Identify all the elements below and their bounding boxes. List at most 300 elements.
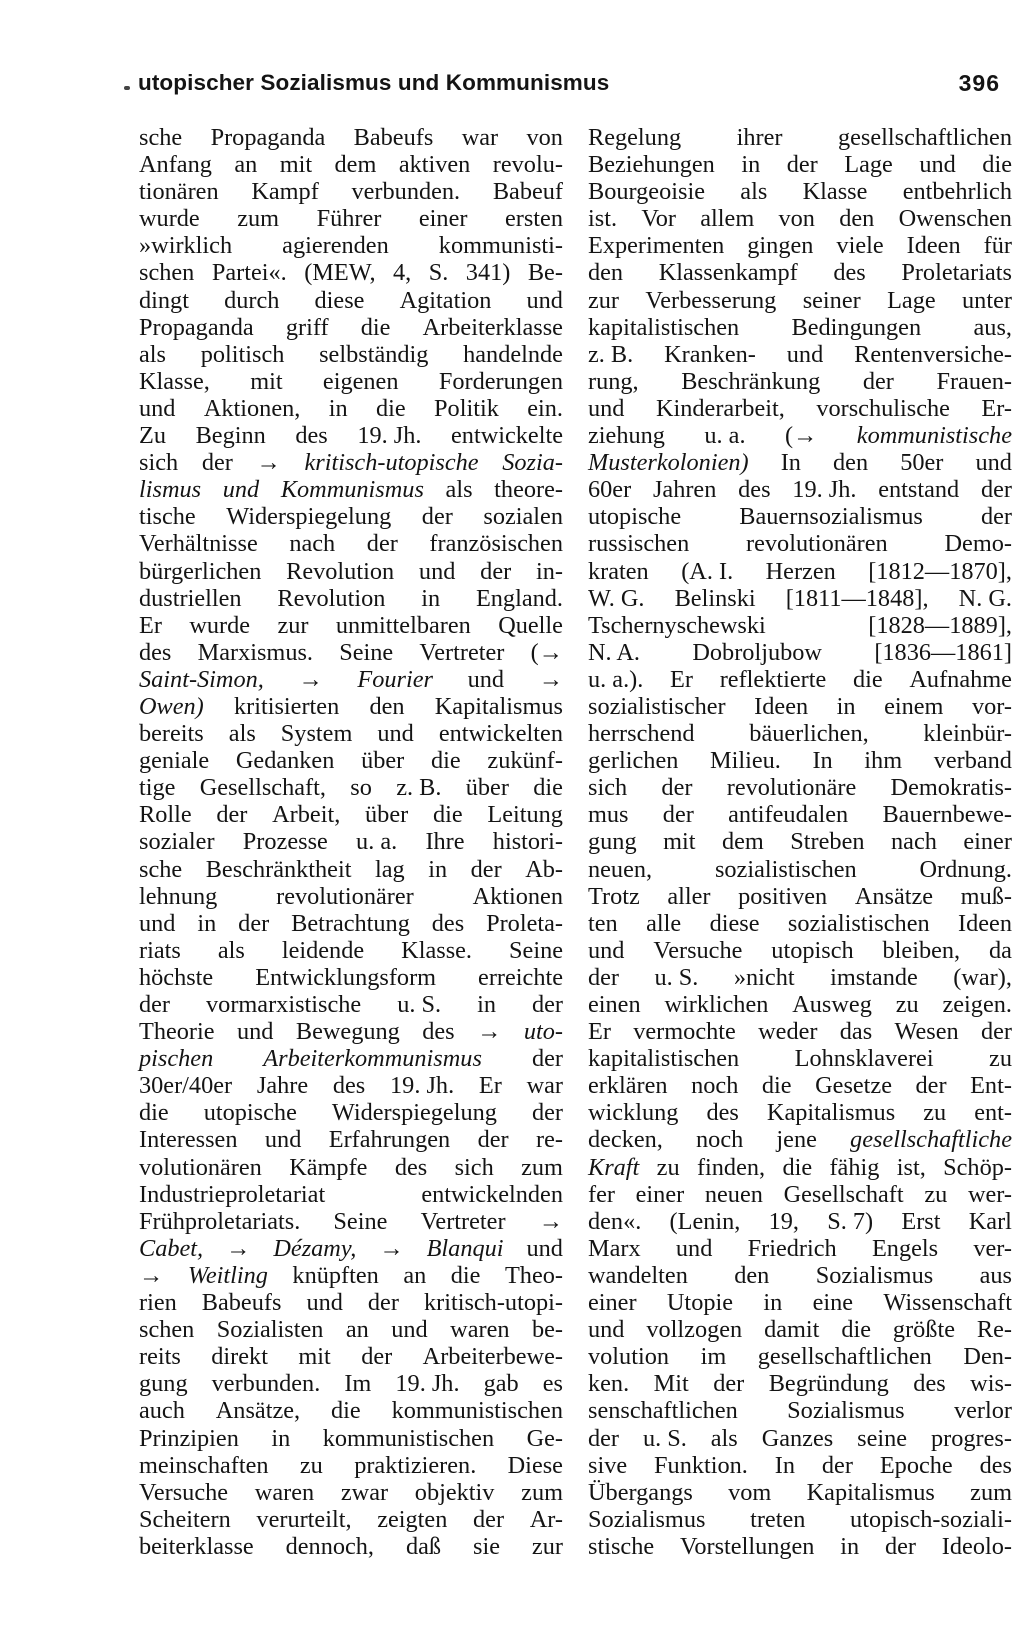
text-line [139, 368, 563, 395]
word: tige [139, 774, 176, 802]
word: Lohnsklaverei [794, 1045, 934, 1073]
word: eigenen [322, 367, 399, 395]
text-line [139, 558, 563, 585]
word: zu [299, 1451, 323, 1479]
word: Experimenten [588, 232, 725, 260]
italic-word: Weitling [187, 1261, 268, 1289]
word: politisch [200, 340, 285, 368]
word: den [839, 205, 875, 233]
word: (→ [784, 422, 818, 450]
word: alle [646, 909, 682, 937]
word: der [862, 367, 894, 395]
word: (A. I. [681, 557, 734, 585]
word: in [763, 1289, 783, 1317]
word: Aktionen [472, 882, 563, 910]
word: neuen [704, 1180, 763, 1208]
word: der [367, 1289, 399, 1317]
word: vormarxistische [206, 991, 362, 1018]
word: damit [764, 1316, 820, 1344]
word: rien [139, 1289, 177, 1317]
word: W. G. [588, 584, 645, 612]
text-line [588, 1181, 1012, 1208]
text-line [139, 693, 563, 720]
word: und [237, 1018, 274, 1046]
word: stische [588, 1532, 655, 1560]
text-line [588, 1262, 1012, 1289]
word: über [465, 774, 509, 802]
word: bürgerlichen [139, 557, 262, 585]
word: des [913, 1370, 946, 1398]
word: in [271, 1424, 291, 1452]
text-line [588, 1072, 1012, 1099]
text-line [588, 1018, 1012, 1045]
word: der [713, 1370, 745, 1398]
word: Aktionen, [203, 394, 301, 422]
word: Er- [981, 394, 1012, 422]
word: antifeudalen [728, 801, 849, 829]
word: ist, [896, 1153, 926, 1181]
word: Owenschen [898, 205, 1012, 233]
text-line [139, 341, 563, 368]
word: Verhältnisse [139, 530, 258, 558]
text-line [588, 1397, 1012, 1424]
word: sche [139, 124, 183, 151]
word: Arbeiterklasse [422, 313, 563, 341]
word: zum [237, 205, 280, 233]
word: erklären [588, 1072, 668, 1100]
word: sozialistischen [714, 855, 857, 883]
word: der [366, 530, 398, 558]
text-line [588, 503, 1012, 530]
word: seine [857, 1424, 908, 1452]
word: dingt [139, 286, 189, 314]
word: des [431, 909, 465, 937]
text-line [139, 910, 563, 937]
text-line [139, 1099, 563, 1126]
word: progres- [930, 1424, 1012, 1452]
word: der [421, 503, 453, 531]
word: Be- [527, 259, 563, 287]
word: kritisierten [233, 692, 340, 720]
word: der [786, 151, 818, 179]
word: zu [924, 1180, 948, 1208]
word: wicklung [588, 1099, 679, 1127]
word: der [361, 1343, 393, 1371]
italic-word: Fourier [357, 665, 433, 693]
word: die [533, 774, 563, 802]
word: wer- [967, 1180, 1012, 1208]
text-line [588, 720, 1012, 747]
word: sich [139, 449, 179, 477]
word: Ihre [425, 828, 465, 856]
word: die [982, 151, 1012, 179]
word: [1828—1889], [868, 611, 1012, 639]
word: herrschend [588, 720, 695, 748]
word: Er [588, 1018, 611, 1046]
word: aktiven [398, 151, 471, 179]
word: Seine [509, 936, 563, 964]
text-line [139, 720, 563, 747]
text-line [139, 1181, 563, 1208]
word: Ideolo- [941, 1532, 1012, 1560]
text-line [588, 693, 1012, 720]
word: N. G. [958, 584, 1012, 612]
word: Sozialismus [815, 1261, 934, 1289]
text-line [588, 178, 1012, 205]
word: Klasse [802, 178, 868, 206]
text-line [588, 639, 1012, 666]
word: England. [475, 584, 563, 612]
word: fer [588, 1180, 615, 1208]
word: Beginn [195, 422, 266, 450]
word: 30er/40er [139, 1072, 233, 1100]
text-line [588, 1126, 1012, 1153]
word: → [538, 665, 563, 693]
word: handelnde [463, 340, 563, 368]
word: sozialistischer [588, 692, 726, 720]
word: des [738, 476, 771, 504]
word: Ansätze [854, 882, 934, 910]
word: Vorstellungen [679, 1532, 815, 1560]
word: Kapitalismus [766, 1099, 896, 1127]
word: und [588, 936, 625, 964]
word: Ordnung. [919, 855, 1012, 883]
word: Frauen- [936, 367, 1012, 395]
text-line [139, 476, 563, 503]
word: → [538, 1207, 563, 1235]
word: unmittelbaren [335, 611, 471, 639]
word: Seine [333, 1207, 388, 1235]
word: In [780, 449, 801, 477]
text-line [139, 991, 563, 1018]
italic-word: Cabet, [139, 1234, 204, 1262]
word: zu [656, 1153, 680, 1181]
word: → [379, 1234, 404, 1262]
word: und [139, 909, 176, 937]
word: Friedrich [747, 1234, 837, 1262]
word: zur [277, 611, 309, 639]
word: gung [588, 828, 637, 856]
word: der [201, 449, 233, 477]
text-line [588, 883, 1012, 910]
word: die [431, 747, 461, 775]
word: eine [812, 1289, 854, 1317]
word: zum [521, 1478, 563, 1506]
word: und [467, 665, 505, 693]
word: des [706, 1099, 739, 1127]
text-line [139, 205, 563, 232]
text-line [139, 856, 563, 883]
word: und [588, 394, 625, 422]
word: Marxismus. [197, 638, 314, 666]
text-line [139, 964, 563, 991]
word: nach [289, 530, 336, 558]
word: und [526, 1234, 563, 1262]
word: treten [750, 1505, 806, 1533]
word: schen [139, 1316, 195, 1344]
word: dem [721, 828, 764, 856]
word: vollzogen [646, 1316, 743, 1344]
word: Interessen [139, 1126, 238, 1154]
word: direkt [211, 1343, 268, 1371]
word: Jahren [652, 476, 717, 504]
word: die [450, 1261, 481, 1289]
word: mit [663, 828, 696, 856]
text-line [588, 1506, 1012, 1533]
word: Bauernsozialismus [739, 503, 923, 531]
text-line [588, 341, 1012, 368]
text-line [588, 205, 1012, 232]
word: zwar [340, 1478, 389, 1506]
italic-word: kommunistische [856, 422, 1012, 450]
text-line [139, 1126, 563, 1153]
word: Übergangs [588, 1478, 693, 1506]
word: auch [139, 1397, 185, 1425]
word: S. [428, 259, 449, 287]
word: die [852, 665, 883, 693]
word: Trotz [588, 882, 640, 910]
word: Er [670, 665, 693, 693]
word: (→ [530, 638, 563, 666]
word: z. B. [588, 340, 634, 368]
word: Rolle [139, 801, 192, 829]
word: der [531, 1099, 563, 1127]
text-line [588, 1208, 1012, 1235]
word: einer [418, 205, 468, 233]
text-line [139, 937, 563, 964]
word: Theo- [504, 1261, 563, 1289]
text-line [588, 1370, 1012, 1397]
word: wis- [970, 1370, 1012, 1398]
word: da [989, 936, 1012, 964]
word: Er [139, 611, 162, 639]
word: und [786, 340, 824, 368]
text-line [588, 259, 1012, 286]
word: in [741, 151, 761, 179]
word: entstand [878, 476, 960, 504]
word: des [979, 1451, 1012, 1479]
text-line [588, 612, 1012, 639]
word: durch [224, 286, 280, 314]
word: u. a.). [588, 665, 644, 693]
word: einen [588, 991, 641, 1018]
word: Arbeit, [272, 801, 341, 829]
word: daß [405, 1532, 442, 1560]
word: 19. Jh. [792, 476, 857, 504]
word: Sozialismus [588, 1505, 706, 1533]
word: sche [139, 855, 183, 883]
text-line [588, 964, 1012, 991]
word: 19. Jh. [390, 1072, 455, 1100]
text-line [139, 530, 563, 557]
italic-word: Owen) [139, 692, 204, 720]
word: der [531, 1045, 563, 1073]
word: Sozialisten [216, 1316, 324, 1344]
word: die [841, 1316, 872, 1344]
word: einem [884, 692, 944, 720]
word: Demokratis- [890, 774, 1012, 802]
word: Beziehungen [588, 151, 715, 179]
text-line [588, 449, 1012, 476]
word: größte [892, 1316, 955, 1344]
word: verlor [953, 1397, 1012, 1425]
italic-word: Dézamy, [273, 1234, 357, 1262]
word: ken. [588, 1370, 630, 1398]
word: vor- [971, 692, 1012, 720]
word: der [980, 1018, 1012, 1046]
word: noch [691, 1072, 739, 1100]
word: utopisch [771, 936, 854, 964]
word: einer [635, 1180, 685, 1208]
word: an [403, 1261, 427, 1289]
word: Babeufs [201, 1289, 282, 1317]
word: Verbesserung [645, 286, 777, 314]
word: Ideen [958, 909, 1012, 937]
word: be- [531, 1316, 563, 1344]
word: Ab- [525, 855, 563, 883]
word: sie [472, 1532, 500, 1560]
word: der [470, 855, 502, 883]
word: reits [139, 1343, 181, 1371]
word: meinschaften [139, 1451, 269, 1479]
word: der [980, 476, 1012, 504]
word: kapitalistischen [588, 1045, 740, 1073]
text-line [139, 1533, 563, 1560]
italic-word: uto- [523, 1018, 563, 1046]
text-line [139, 178, 563, 205]
word: Demo- [944, 530, 1012, 558]
word: 60er [588, 476, 632, 504]
word: Diese [507, 1451, 563, 1479]
word: die [782, 1153, 813, 1181]
word: Arbeiterbewe- [422, 1343, 563, 1371]
word: rung, [588, 367, 639, 395]
word: Zu [139, 422, 166, 450]
word: Rentenversiche- [854, 340, 1012, 368]
word: 50er [900, 449, 944, 477]
word: utopisch-soziali- [850, 1505, 1012, 1533]
word: zu [895, 991, 919, 1018]
word: den«. [588, 1207, 642, 1235]
word: war [526, 1072, 563, 1100]
word: revolutionärer [276, 882, 414, 910]
word: kommunisti- [438, 232, 563, 260]
word: als [740, 178, 768, 206]
word: aus [979, 1261, 1012, 1289]
word: objektiv [414, 1478, 495, 1506]
italic-word: Arbeiterkommunismus [263, 1045, 482, 1073]
word: und [975, 449, 1012, 477]
word: Lage [887, 286, 936, 314]
text-line [588, 1154, 1012, 1181]
word: verbunden. [211, 1370, 321, 1398]
word: den [588, 259, 624, 287]
text-line [588, 1479, 1012, 1506]
word: es [542, 1370, 563, 1398]
word: für [983, 232, 1012, 260]
text-line [139, 747, 563, 774]
word: und [675, 1234, 713, 1262]
word: (war), [953, 963, 1012, 991]
text-line [139, 1018, 563, 1045]
word: Beschränktheit [205, 855, 352, 883]
word: u. a. [356, 828, 398, 856]
word: kapitalistischen [588, 313, 740, 341]
text-line [588, 1235, 1012, 1262]
word: viele [836, 232, 884, 260]
word: Im [344, 1370, 372, 1398]
text-line [139, 1289, 563, 1316]
word: Widerspiegelung [226, 503, 392, 531]
text-line [588, 801, 1012, 828]
word: In [812, 747, 833, 775]
word: des [833, 259, 866, 287]
word: aller [667, 882, 711, 910]
word: lag [374, 855, 405, 883]
word: Re- [976, 1316, 1012, 1344]
word: zu [989, 1045, 1012, 1073]
text-line [139, 883, 563, 910]
text-line [588, 1045, 1012, 1072]
word: des [332, 1072, 366, 1100]
word: Sozialismus [787, 1397, 905, 1425]
word: u. S. [397, 991, 442, 1018]
word: Ent- [970, 1072, 1012, 1100]
word: in [840, 1532, 860, 1560]
word: Kampf [251, 178, 319, 206]
word: an [234, 151, 258, 179]
word: entbehrlich [902, 178, 1012, 206]
right-text-column [588, 124, 1012, 1560]
word: Marx [588, 1234, 641, 1262]
word: zur [588, 286, 620, 314]
word: der [531, 991, 563, 1018]
word: waren [254, 1478, 315, 1506]
word: in [328, 394, 348, 422]
word: entwickelnden [421, 1180, 563, 1208]
word: → [256, 449, 281, 477]
word: des [295, 422, 328, 450]
word: das [839, 1018, 873, 1046]
text-line [588, 1316, 1012, 1343]
word: Propaganda [139, 313, 254, 341]
word: der [477, 1126, 509, 1154]
word: in [477, 991, 496, 1018]
word: Klasse. [401, 936, 473, 964]
word: entwickelte [451, 422, 563, 450]
word: mit [250, 367, 283, 395]
word: u. S. [642, 1424, 687, 1452]
word: finden, [696, 1153, 766, 1181]
word: mus [588, 801, 629, 829]
word: neuen, [588, 855, 653, 883]
text-line [588, 558, 1012, 585]
word: die [330, 1397, 361, 1425]
word: den [369, 692, 405, 720]
word: im [700, 1343, 727, 1371]
word: des [422, 1018, 455, 1046]
text-line [139, 151, 563, 178]
word: an [345, 1316, 369, 1344]
word: revolu- [492, 151, 563, 179]
italic-word: lismus [139, 476, 202, 504]
word: Vertreter [420, 1207, 506, 1235]
word: Industrieproletariat [139, 1180, 326, 1208]
text-line [139, 1316, 563, 1343]
word: ein. [527, 394, 563, 422]
italic-word: und [222, 476, 260, 504]
word: → [298, 665, 323, 693]
